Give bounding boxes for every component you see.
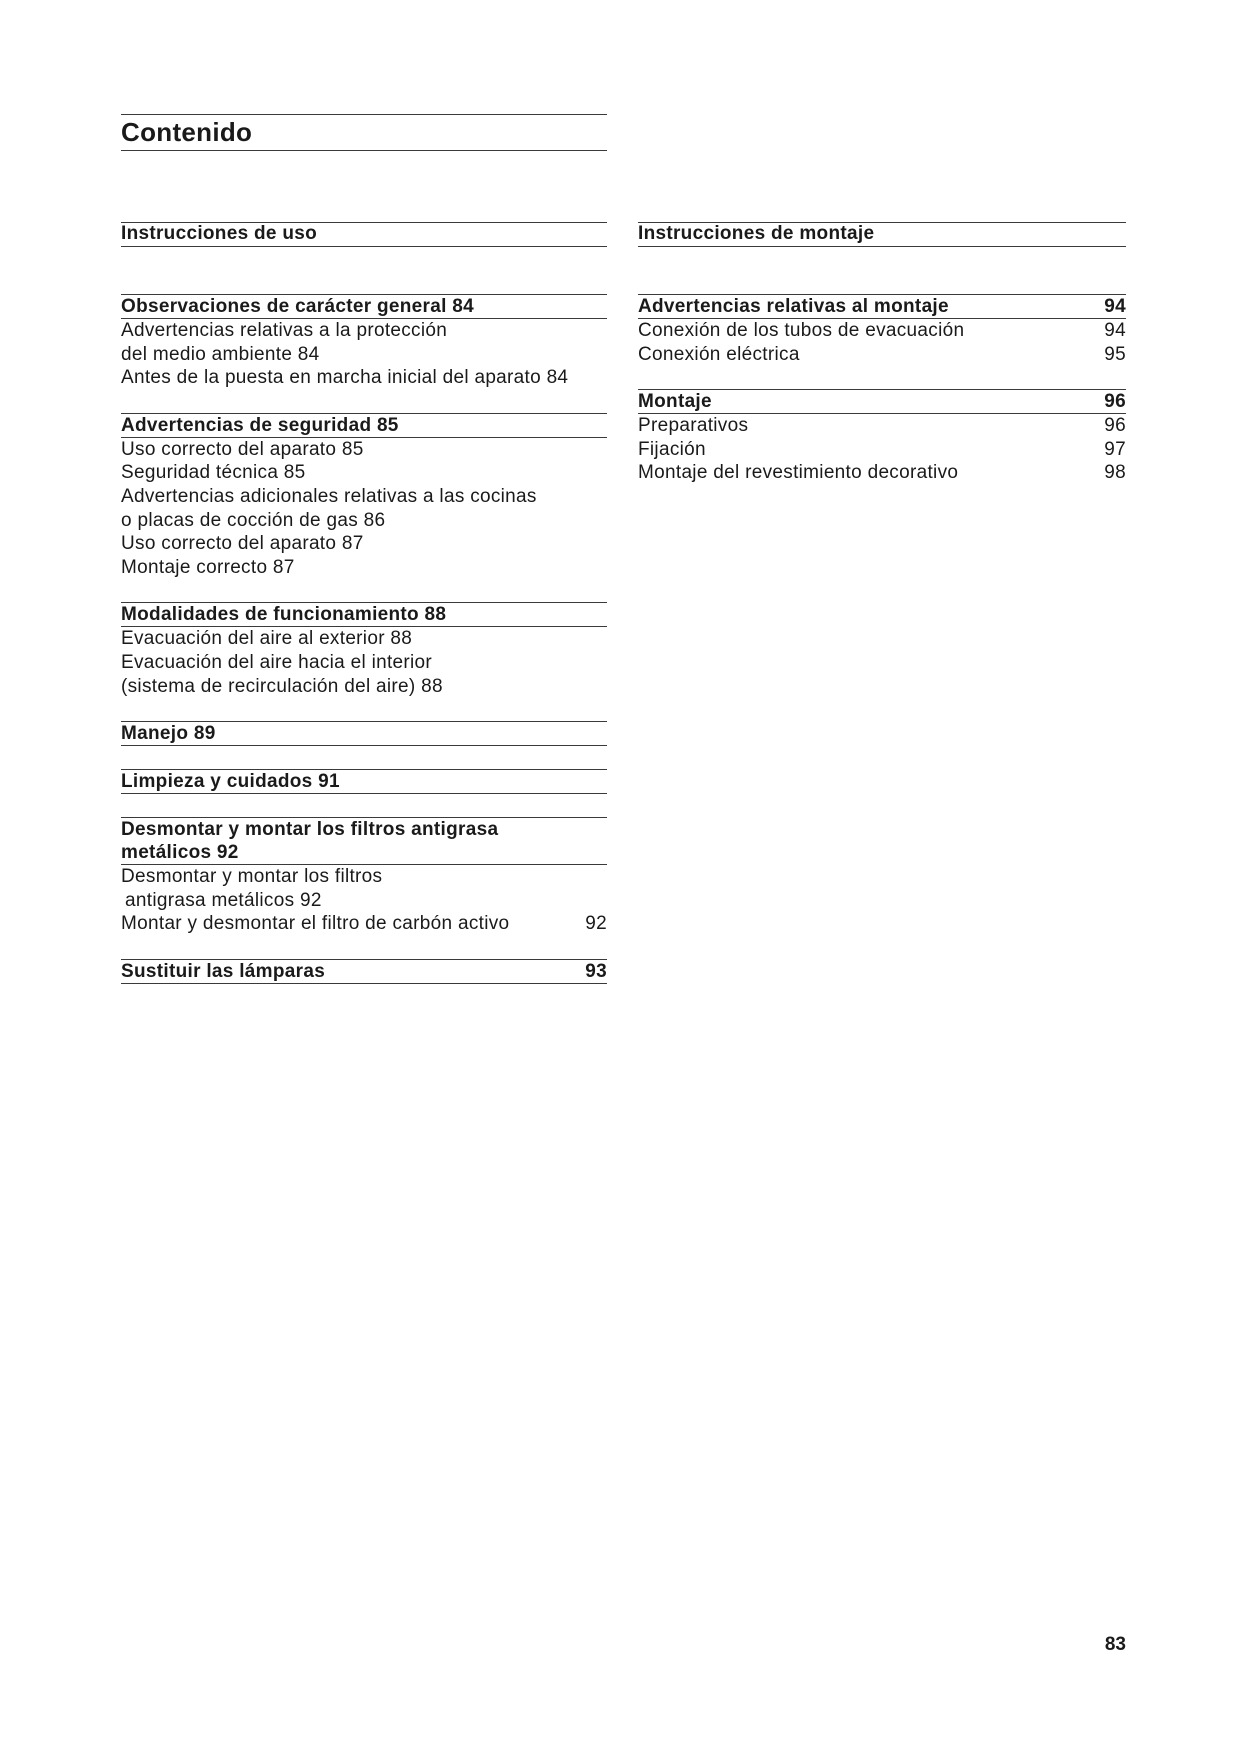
column-heading-usage: Instrucciones de uso bbox=[121, 222, 607, 247]
page-ref: 92 bbox=[585, 913, 607, 935]
column-heading-installation: Instrucciones de montaje bbox=[638, 222, 1126, 247]
toc-entry[interactable]: Seguridad técnica 85 bbox=[121, 462, 306, 484]
section-heading[interactable]: Sustituir las lámparas 93 bbox=[121, 960, 607, 982]
section-heading[interactable]: Desmontar y montar los filtros antigrasa metálicos 92 bbox=[121, 817, 607, 865]
toc-section-general bbox=[121, 294, 607, 390]
toc-column-installation bbox=[638, 222, 1126, 508]
toc-entry[interactable]: Montaje del revestimiento decorativo 98 bbox=[638, 462, 1126, 484]
toc-sections-installation bbox=[638, 294, 1126, 485]
toc-entry[interactable]: Uso correcto del aparato 87 bbox=[121, 533, 364, 555]
toc-entry[interactable]: Uso correcto del aparato 85 bbox=[121, 438, 364, 460]
section-heading[interactable]: Montaje 96 bbox=[638, 391, 1126, 413]
toc-section-cleaning bbox=[121, 769, 607, 794]
section-heading[interactable]: Advertencias relativas al montaje 94 bbox=[638, 296, 1126, 317]
section-heading[interactable]: Limpieza y cuidados 91 bbox=[121, 769, 607, 794]
toc-sections-usage bbox=[121, 294, 607, 984]
toc-entry[interactable]: (sistema de recirculación del aire) 88 bbox=[121, 675, 443, 697]
toc-entry[interactable]: Montaje correcto 87 bbox=[121, 556, 295, 578]
toc-entry[interactable]: del medio ambiente 84 bbox=[121, 343, 320, 365]
toc-entry[interactable]: Evacuación del aire hacia el interior bbox=[121, 651, 433, 673]
page-ref: 96 bbox=[1104, 391, 1126, 413]
toc-column-usage bbox=[121, 222, 607, 1007]
toc-entry[interactable]: o placas de cocción de gas 86 bbox=[121, 509, 386, 531]
toc-section-assembly bbox=[638, 389, 1126, 485]
toc-entry[interactable]: antigrasa metálicos 92 bbox=[125, 889, 322, 911]
page-ref: 97 bbox=[1104, 438, 1126, 460]
toc-entry[interactable]: Conexión eléctrica 95 bbox=[638, 343, 1126, 365]
toc-section-install-warnings bbox=[638, 294, 1126, 366]
toc-entry[interactable]: Conexión de los tubos de evacuación 94 bbox=[638, 320, 1126, 341]
section-heading[interactable]: Modalidades de funcionamiento 88 bbox=[121, 602, 607, 627]
page-ref: 98 bbox=[1104, 462, 1126, 484]
page-ref: 96 bbox=[1104, 415, 1126, 437]
page-ref: 95 bbox=[1104, 343, 1126, 365]
toc-entry[interactable]: Fijación 97 bbox=[638, 438, 1126, 460]
page-ref: 94 bbox=[1104, 320, 1126, 341]
toc-entry[interactable]: Antes de la puesta en marcha inicial del aparato 84 bbox=[121, 367, 569, 389]
page-ref: 94 bbox=[1104, 296, 1126, 317]
section-heading[interactable]: Advertencias de seguridad 85 bbox=[121, 413, 607, 438]
toc-entry[interactable]: Desmontar y montar los filtros bbox=[121, 866, 383, 888]
page-title: Contenido bbox=[121, 117, 253, 147]
page-number: 83 bbox=[1104, 1634, 1126, 1655]
section-heading[interactable]: Observaciones de carácter general 84 bbox=[121, 294, 607, 319]
toc-section-safety bbox=[121, 413, 607, 580]
toc-entry[interactable]: Advertencias relativas a la protección bbox=[121, 320, 448, 341]
toc-entry[interactable]: Preparativos 96 bbox=[638, 415, 1126, 437]
toc-entry[interactable]: Evacuación del aire al exterior 88 bbox=[121, 628, 413, 650]
page-ref: 93 bbox=[585, 960, 607, 982]
toc-entry[interactable]: Montar y desmontar el filtro de carbón activo 92 bbox=[121, 913, 607, 935]
toc-entry[interactable]: Advertencias adicionales relativas a las cocinas bbox=[121, 485, 537, 507]
toc-section-modes bbox=[121, 602, 607, 698]
title-block bbox=[121, 114, 607, 151]
toc-section-operation bbox=[121, 721, 607, 746]
toc-section-filters bbox=[121, 817, 607, 936]
section-heading[interactable]: Manejo 89 bbox=[121, 721, 607, 746]
toc-section-lamps bbox=[121, 959, 607, 984]
